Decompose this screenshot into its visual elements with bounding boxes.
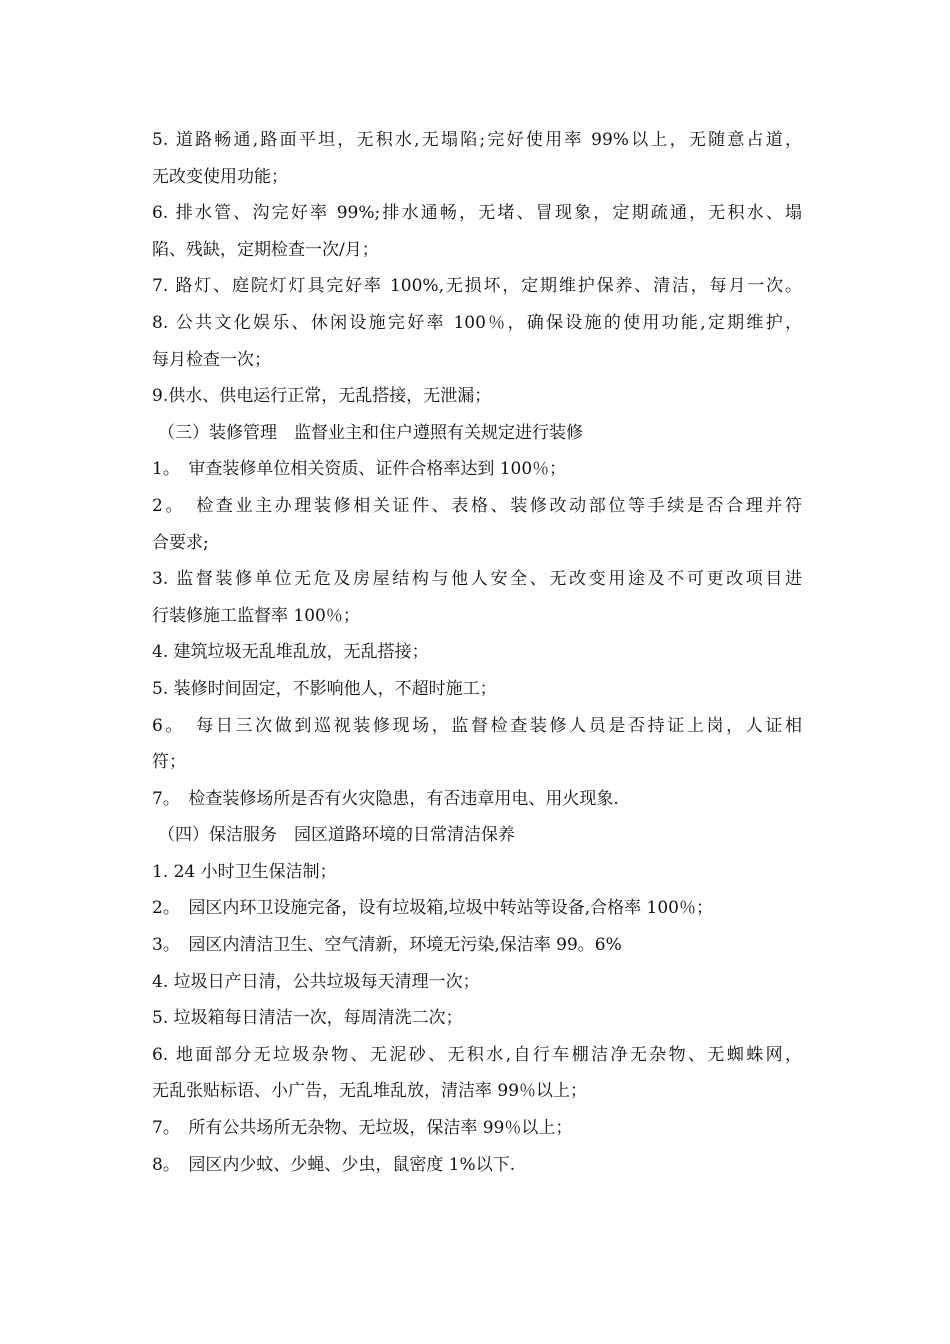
text-line: 5. 道路畅通,路面平坦，无积水,无塌陷;完好使用率 99%以上，无随意占道， [152, 130, 802, 150]
text-line: 8。 园区内少蚊、少蝇、少虫，鼠密度 1%以下. [152, 1154, 516, 1175]
text-line: 1. 24 小时卫生保洁制； [152, 861, 337, 882]
text-line: 5. 垃圾箱每日清洁一次，每周清洗二次； [152, 1008, 463, 1029]
text-line: 无改变使用功能； [152, 166, 288, 187]
text-line: 9.供水、供电运行正常，无乱搭接，无泄漏； [152, 386, 492, 407]
text-line: 合要求; [152, 532, 209, 553]
section-heading: （三）装修管理 监督业主和住户遵照有关规定进行装修 [158, 422, 583, 443]
text-line: 1。 审查装修单位相关资质、证件合格率达到 100％； [152, 459, 567, 480]
text-line: 3。 园区内清洁卫生、空气清新，环境无污染,保洁率 99。6% [152, 935, 622, 956]
text-line: 8. 公共文化娱乐、休闲设施完好率 100％，确保设施的使用功能,定期维护， [152, 312, 802, 333]
text-line: 符； [152, 752, 186, 773]
section-heading: （四）保洁服务 园区道路环境的日常清洁保养 [158, 825, 515, 846]
text-line: 7. 路灯、庭院灯灯具完好率 100%,无损坏，定期维护保养、清洁，每月一次。 [152, 276, 802, 297]
text-line: 4. 建筑垃圾无乱堆乱放，无乱搭接； [152, 642, 429, 663]
text-line: 7。 所有公共场所无杂物、无垃圾，保洁率 99％以上； [152, 1118, 573, 1139]
text-line: 6. 排水管、沟完好率 99%;排水通畅，无堵、冒现象，定期疏通，无积水、塌 [152, 203, 802, 224]
text-line: 陷、残缺，定期检查一次/月； [152, 239, 379, 260]
text-line: 行装修施工监督率 100％； [152, 605, 360, 626]
text-line: 6。 每日三次做到巡视装修现场，监督检查装修人员是否持证上岗，人证相 [152, 715, 802, 736]
text-line: 3. 监督装修单位无危及房屋结构与他人安全、无改变用途及不可更改项目进 [152, 569, 802, 590]
text-line: 4. 垃圾日产日清，公共垃圾每天清理一次； [152, 971, 480, 992]
text-line: 每月检查一次； [152, 349, 271, 370]
text-line: 7。 检查装修场所是否有火灾隐患，有否违章用电、用火现象. [152, 788, 619, 809]
document-body [152, 122, 802, 1183]
text-line: 6. 地面部分无垃圾杂物、无泥砂、无积水,自行车棚洁净无杂物、无蜘蛛网， [152, 1044, 802, 1065]
text-line: 2。 园区内环卫设施完备，设有垃圾箱,垃圾中转站等设备,合格率 100％； [152, 898, 713, 919]
text-line: 2。 检查业主办理装修相关证件、表格、装修改动部位等手续是否合理并符 [152, 495, 802, 516]
text-line: 无乱张贴标语、小广告，无乱堆乱放，清洁率 99％以上； [152, 1081, 588, 1102]
text-line: 5. 装修时间固定，不影响他人，不超时施工； [152, 678, 497, 699]
